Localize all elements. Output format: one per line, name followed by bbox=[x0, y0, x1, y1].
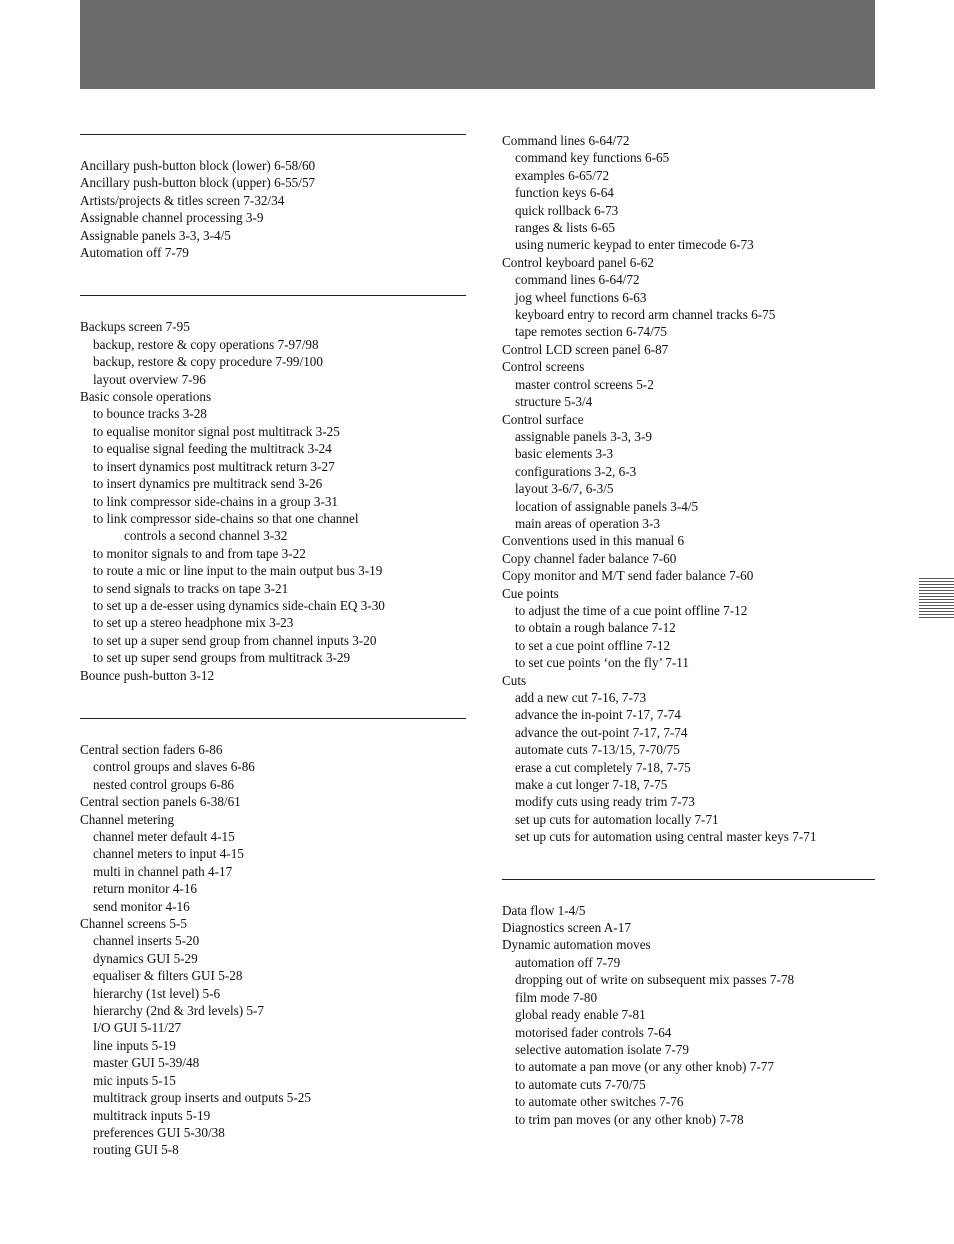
thumb-index-tab bbox=[919, 578, 954, 622]
index-subentry: to trim pan moves (or any other knob) 7-78 bbox=[515, 1111, 744, 1127]
index-entry: Dynamic automation moves bbox=[502, 937, 651, 953]
index-subentry: examples 6-65/72 bbox=[515, 167, 610, 183]
index-entry: Channel screens 5-5 bbox=[80, 916, 187, 932]
index-subentry: dynamics GUI 5-29 bbox=[93, 950, 198, 966]
index-subentry: main areas of operation 3-3 bbox=[515, 515, 661, 531]
index-entry: Central section faders 6-86 bbox=[80, 741, 223, 757]
index-subentry: to monitor signals to and from tape 3-22 bbox=[93, 545, 306, 561]
index-entry: Bounce push-button 3-12 bbox=[80, 667, 215, 683]
index-subentry: advance the in-point 7-17, 7-74 bbox=[515, 707, 681, 723]
index-subentry: quick rollback 6-73 bbox=[515, 202, 619, 218]
index-entry: Assignable panels 3-3, 3-4/5 bbox=[80, 227, 231, 243]
index-entry: Diagnostics screen A-17 bbox=[502, 920, 631, 936]
index-section-c bbox=[80, 718, 466, 1159]
index-subentry: multi in channel path 4-17 bbox=[93, 863, 233, 879]
index-subentry: send monitor 4-16 bbox=[93, 898, 190, 914]
index-subentry: advance the out-point 7-17, 7-74 bbox=[515, 724, 688, 740]
index-subentry: channel meter default 4-15 bbox=[93, 829, 235, 844]
section-divider bbox=[80, 134, 466, 135]
index-section-d bbox=[502, 879, 875, 1128]
index-entry-list bbox=[502, 902, 875, 1128]
section-divider bbox=[502, 879, 875, 880]
index-subentry: to set a cue point offline 7-12 bbox=[515, 637, 671, 653]
index-subentry: to link compressor side-chains in a group 3-31 bbox=[93, 493, 339, 509]
index-subentry: modify cuts using ready trim 7-73 bbox=[515, 794, 695, 810]
index-entry-list bbox=[502, 132, 875, 846]
header-band bbox=[80, 0, 875, 89]
index-subentry: to route a mic or line input to the main output bus 3-19 bbox=[93, 563, 383, 579]
index-subentry: mic inputs 5-15 bbox=[93, 1072, 176, 1088]
index-subentry: multitrack group inserts and outputs 5-25 bbox=[93, 1090, 311, 1106]
index-subentry: master GUI 5-39/48 bbox=[93, 1055, 200, 1071]
index-subentry: to link compressor side-chains so that one channel bbox=[93, 510, 359, 526]
index-subentry: to equalise monitor signal post multitrack 3-25 bbox=[93, 423, 340, 439]
section-divider bbox=[80, 295, 466, 296]
index-subentry: layout overview 7-96 bbox=[93, 371, 206, 387]
index-subentry: automate cuts 7-13/15, 7-70/75 bbox=[515, 742, 680, 758]
index-entry-list bbox=[80, 157, 466, 261]
index-subentry: film mode 7-80 bbox=[515, 989, 598, 1005]
index-subentry: structure 5-3/4 bbox=[515, 394, 593, 410]
index-subentry: to obtain a rough balance 7-12 bbox=[515, 620, 676, 636]
index-subentry: selective automation isolate 7-79 bbox=[515, 1041, 689, 1057]
index-entry: Control surface bbox=[502, 411, 584, 427]
index-subentry: to send signals to tracks on tape 3-21 bbox=[93, 580, 289, 596]
index-subentry: hierarchy (1st level) 5-6 bbox=[93, 985, 221, 1001]
index-subentry: configurations 3-2, 6-3 bbox=[515, 463, 637, 479]
index-entry: Conventions used in this manual 6 bbox=[502, 533, 685, 549]
index-subentry: multitrack inputs 5-19 bbox=[93, 1107, 211, 1123]
index-subentry: set up cuts for automation locally 7-71 bbox=[515, 811, 719, 827]
index-section-a bbox=[80, 134, 466, 261]
index-entry: Ancillary push-button block (upper) 6-55/57 bbox=[80, 175, 316, 191]
index-subentry: command key functions 6-65 bbox=[515, 150, 670, 166]
index-entry: Cuts bbox=[502, 672, 527, 688]
index-entry: Copy channel fader balance 7-60 bbox=[502, 550, 677, 566]
index-subentry: function keys 6-64 bbox=[515, 185, 614, 201]
index-subentry: master control screens 5-2 bbox=[515, 376, 654, 392]
index-entry: Automation off 7-79 bbox=[80, 245, 189, 261]
index-subentry: control groups and slaves 6-86 bbox=[93, 759, 255, 775]
index-section-b bbox=[80, 295, 466, 684]
index-subentry: to equalise signal feeding the multitrack 3-24 bbox=[93, 441, 332, 457]
index-section-c-continued bbox=[502, 132, 875, 846]
section-divider bbox=[80, 718, 466, 719]
index-subentry: to set up a super send group from channel inputs 3-20 bbox=[93, 632, 377, 648]
index-entry: Cue points bbox=[502, 585, 559, 601]
index-subentry: line inputs 5-19 bbox=[93, 1037, 176, 1053]
index-entry: Control screens bbox=[502, 359, 585, 375]
index-subentry: global ready enable 7-81 bbox=[515, 1007, 646, 1023]
index-subentry: to bounce tracks 3-28 bbox=[93, 406, 207, 422]
index-subentry: to set cue points ‘on the fly’ 7-11 bbox=[515, 655, 689, 671]
index-entry-list bbox=[80, 741, 466, 1159]
index-subentry: add a new cut 7-16, 7-73 bbox=[515, 690, 647, 705]
index-subentry: set up cuts for automation using central master keys 7-71 bbox=[515, 829, 817, 845]
index-subentry: preferences GUI 5-30/38 bbox=[93, 1124, 225, 1140]
index-subentry: dropping out of write on subsequent mix passes 7-78 bbox=[515, 972, 795, 988]
index-subentry: keyboard entry to record arm channel tracks 6-75 bbox=[515, 307, 776, 323]
index-column-left bbox=[80, 134, 466, 1159]
index-subentry: hierarchy (2nd & 3rd levels) 5-7 bbox=[93, 1003, 265, 1019]
index-entry: Ancillary push-button block (lower) 6-58/60 bbox=[80, 158, 316, 173]
index-subentry: to adjust the time of a cue point offline 7-12 bbox=[515, 602, 748, 618]
index-subentry: ranges & lists 6-65 bbox=[515, 220, 615, 236]
index-subentry: I/O GUI 5-11/27 bbox=[93, 1020, 182, 1036]
index-subentry: to insert dynamics pre multitrack send 3-26 bbox=[93, 476, 323, 492]
index-subentry: routing GUI 5-8 bbox=[93, 1142, 179, 1158]
index-subentry: channel meters to input 4-15 bbox=[93, 846, 244, 862]
index-subentry: using numeric keypad to enter timecode 6-73 bbox=[515, 237, 754, 253]
index-column-right bbox=[502, 132, 875, 1128]
index-entry: Assignable channel processing 3-9 bbox=[80, 210, 264, 226]
index-subentry: assignable panels 3-3, 3-9 bbox=[515, 428, 652, 444]
index-subentry: backup, restore & copy procedure 7-99/100 bbox=[93, 354, 323, 370]
index-subentry: to insert dynamics post multitrack return 3-27 bbox=[93, 458, 335, 474]
index-subentry: automation off 7-79 bbox=[515, 954, 621, 970]
index-entry: Control keyboard panel 6-62 bbox=[502, 254, 654, 270]
index-subentry: to set up super send groups from multitrack 3-29 bbox=[93, 650, 351, 666]
index-entry: Copy monitor and M/T send fader balance 7-60 bbox=[502, 568, 754, 584]
index-subentry: make a cut longer 7-18, 7-75 bbox=[515, 777, 668, 793]
index-subentry: return monitor 4-16 bbox=[93, 881, 198, 897]
index-subentry: jog wheel functions 6-63 bbox=[515, 289, 647, 305]
index-subentry: tape remotes section 6-74/75 bbox=[515, 324, 667, 340]
index-entry: Basic console operations bbox=[80, 389, 212, 405]
index-entry: Backups screen 7-95 bbox=[80, 319, 190, 335]
index-entry: Command lines 6-64/72 bbox=[502, 133, 630, 148]
index-entry-list bbox=[80, 318, 466, 684]
index-subentry: motorised fader controls 7-64 bbox=[515, 1024, 672, 1040]
index-subentry: erase a cut completely 7-18, 7-75 bbox=[515, 759, 691, 775]
index-subentry: location of assignable panels 3-4/5 bbox=[515, 498, 699, 514]
index-subentry: command lines 6-64/72 bbox=[515, 272, 640, 288]
index-subentry: nested control groups 6-86 bbox=[93, 776, 235, 792]
index-subentry: to set up a de-esser using dynamics side-chain EQ 3-30 bbox=[93, 597, 385, 613]
index-subentry: to automate cuts 7-70/75 bbox=[515, 1076, 646, 1092]
index-subentry: backup, restore & copy operations 7-97/98 bbox=[93, 336, 319, 352]
index-subentry: to set up a stereo headphone mix 3-23 bbox=[93, 615, 294, 631]
index-entry: Control LCD screen panel 6-87 bbox=[502, 341, 669, 357]
index-subentry: layout 3-6/7, 6-3/5 bbox=[515, 481, 614, 497]
index-entry: Data flow 1-4/5 bbox=[502, 902, 586, 918]
index-subentry: equaliser & filters GUI 5-28 bbox=[93, 968, 243, 984]
index-subentry: channel inserts 5-20 bbox=[93, 933, 200, 949]
index-subentry: to automate other switches 7-76 bbox=[515, 1094, 684, 1110]
index-entry: Artists/projects & titles screen 7-32/34 bbox=[80, 192, 285, 208]
index-subentry: controls a second channel 3-32 bbox=[124, 528, 288, 544]
index-entry: Central section panels 6-38/61 bbox=[80, 794, 241, 810]
index-entry: Channel metering bbox=[80, 811, 175, 827]
index-subentry: to automate a pan move (or any other knob) 7-77 bbox=[515, 1059, 774, 1075]
index-subentry: basic elements 3-3 bbox=[515, 446, 614, 462]
